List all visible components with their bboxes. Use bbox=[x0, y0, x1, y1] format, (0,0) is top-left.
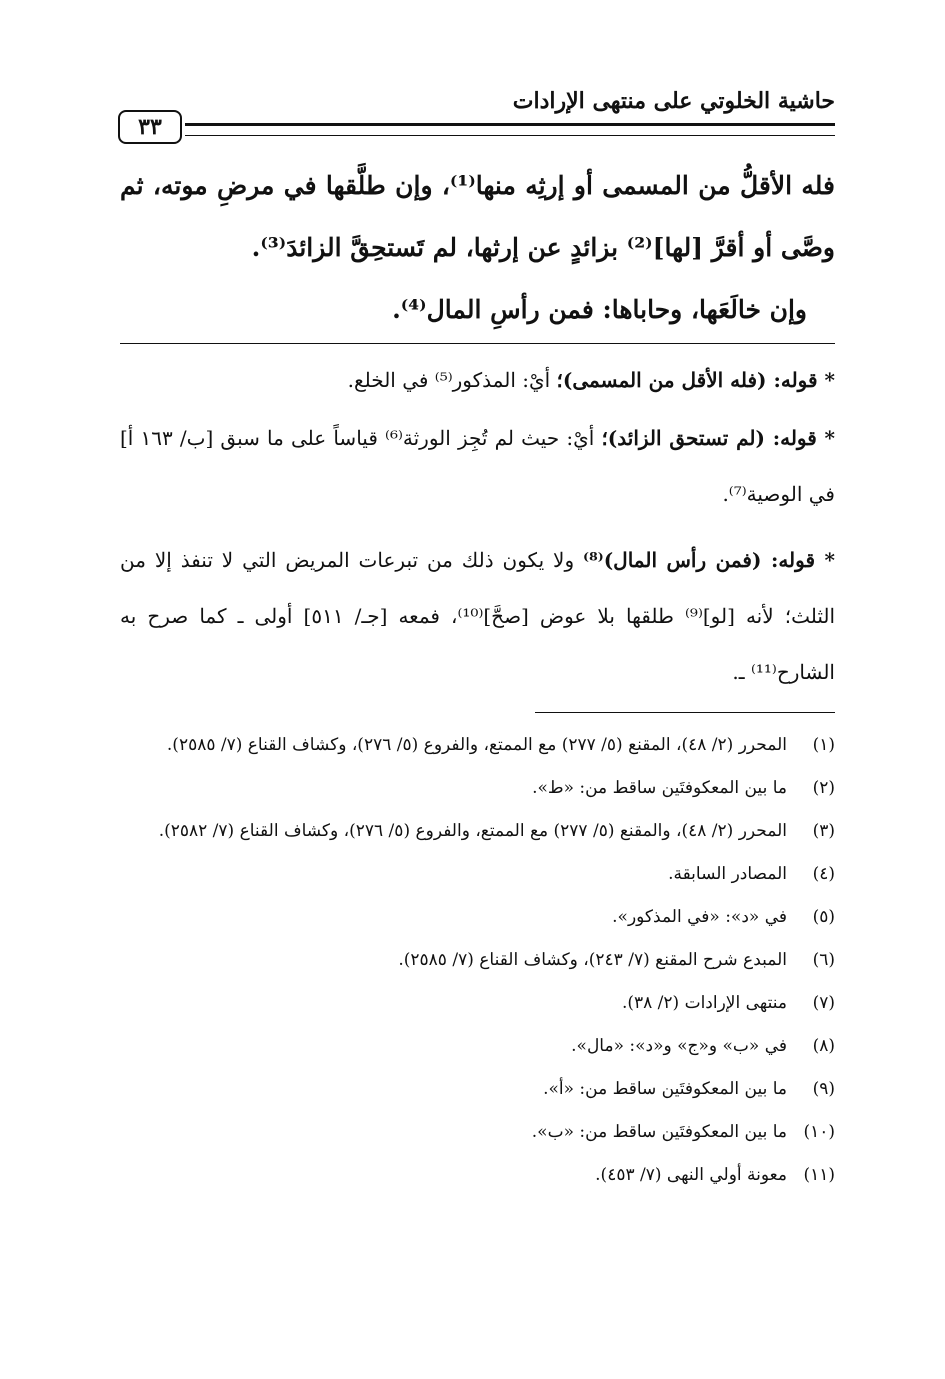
footnote bbox=[120, 900, 835, 934]
footnote-number: (١) bbox=[812, 735, 835, 755]
footnote-text: المصادر السابقة. bbox=[668, 864, 787, 884]
commentary-lead: * قوله: (لم تستحق الزائد)؛ bbox=[601, 426, 836, 450]
footnotes bbox=[120, 728, 835, 1201]
footnote-text: ما بين المعكوفتَين ساقط من: «ب». bbox=[531, 1122, 787, 1142]
footnote-text: المحرر (٢/ ٤٨)، والمقنع (٥/ ٢٧٧) مع الممتع، والفروع (٥/ ٢٧٦)، وكشاف القناع (٧/ ٢٥٨٢). bbox=[158, 821, 787, 841]
footnote-text: المبدع شرح المقنع (٧/ ٢٤٣)، وكشاف القناع (٧/ ٢٥٨٥). bbox=[398, 950, 787, 970]
footnote-text: معونة أولي النهى (٧/ ٤٥٣). bbox=[595, 1165, 787, 1185]
footnote-text: منتهى الإرادات (٢/ ٣٨). bbox=[621, 993, 787, 1013]
footnote-number: (٨) bbox=[812, 1036, 835, 1056]
commentary-text: ولا يكون ذلك من تبرعات المريض التي لا تنفذ إلا من الثلث؛ لأنه [لو]⁽⁹⁾ طلقها بلا عوض [صحَّ]⁽¹⁰⁾، فمعه [جـ/ ٥١١] أولى ـ كما صرح به الشارح⁽¹¹⁾ ـ. bbox=[120, 548, 836, 684]
footnote-number: (٥) bbox=[812, 907, 835, 927]
footnote bbox=[120, 943, 835, 977]
footnote bbox=[120, 857, 835, 891]
footnote-number: (٩) bbox=[812, 1079, 835, 1099]
footnote-number: (٢) bbox=[812, 778, 835, 798]
footnote-number: (٤) bbox=[812, 864, 835, 884]
commentary-text: أيْ: المذكور⁽⁵⁾ في الخلع. bbox=[347, 368, 557, 392]
footnote bbox=[120, 1029, 835, 1063]
commentary-lead: * قوله: (فمن رأس المال)⁽⁸⁾ bbox=[583, 548, 835, 572]
main-divider bbox=[120, 343, 835, 344]
footnote bbox=[120, 1115, 835, 1149]
footnote-text: المحرر (٢/ ٤٨)، المقنع (٥/ ٢٧٧) مع الممتع، والفروع (٥/ ٢٧٦)، وكشاف القناع (٧/ ٢٥٨٥). bbox=[166, 735, 787, 755]
running-header-title: حاشية الخلوتي على منتهى الإرادات bbox=[512, 88, 835, 114]
footnote-divider bbox=[535, 712, 835, 713]
footnote-number: (٧) bbox=[812, 993, 835, 1013]
footnote-text: ما بين المعكوفتَين ساقط من: «أ». bbox=[543, 1079, 787, 1099]
main-text bbox=[120, 155, 835, 341]
main-paragraph-2: وإن خالَعَها، وحاباها: فمن رأسِ المال⁽⁴⁾. bbox=[392, 295, 807, 324]
header-rule bbox=[185, 123, 835, 136]
footnote-text: ما بين المعكوفتَين ساقط من: «ط». bbox=[532, 778, 787, 798]
commentary-lead: * قوله: (فله الأقل من المسمى)؛ bbox=[556, 368, 835, 392]
footnote bbox=[120, 728, 835, 762]
footnote-number: (٦) bbox=[812, 950, 835, 970]
commentary-paragraph-2 bbox=[120, 410, 835, 522]
footnote bbox=[120, 1158, 835, 1192]
footnote-text: في «د»: «في المذكور». bbox=[612, 907, 787, 927]
page-number: ٣٣ bbox=[118, 110, 182, 144]
footnote-number: (١٠) bbox=[803, 1122, 835, 1142]
footnote-text: في «ب» و«ج» و«د»: «مال». bbox=[571, 1036, 787, 1056]
footnote bbox=[120, 986, 835, 1020]
footnote-number: (١١) bbox=[803, 1165, 835, 1185]
footnote bbox=[120, 1072, 835, 1106]
commentary-paragraph-1 bbox=[120, 352, 835, 408]
commentary-text: أيْ: حيث لم تُجِز الورثة⁽⁶⁾ قياساً على ما سبق [ب/ ١٦٣ أ] في الوصية⁽⁷⁾. bbox=[120, 426, 835, 506]
footnote bbox=[120, 771, 835, 805]
footnote-number: (٣) bbox=[812, 821, 835, 841]
footnote bbox=[120, 814, 835, 848]
commentary bbox=[120, 352, 835, 700]
commentary-paragraph-3 bbox=[120, 532, 835, 700]
main-paragraph-1: فله الأقلُّ من المسمى أو إرثِه منها⁽¹⁾، وإن طلَّقها في مرضِ موته، ثم وصَّى أو أقرَّ [لها]⁽²⁾ بزائدٍ عن إرثها، لم تَستحِقَّ الزائدَ⁽³⁾. bbox=[120, 171, 836, 262]
